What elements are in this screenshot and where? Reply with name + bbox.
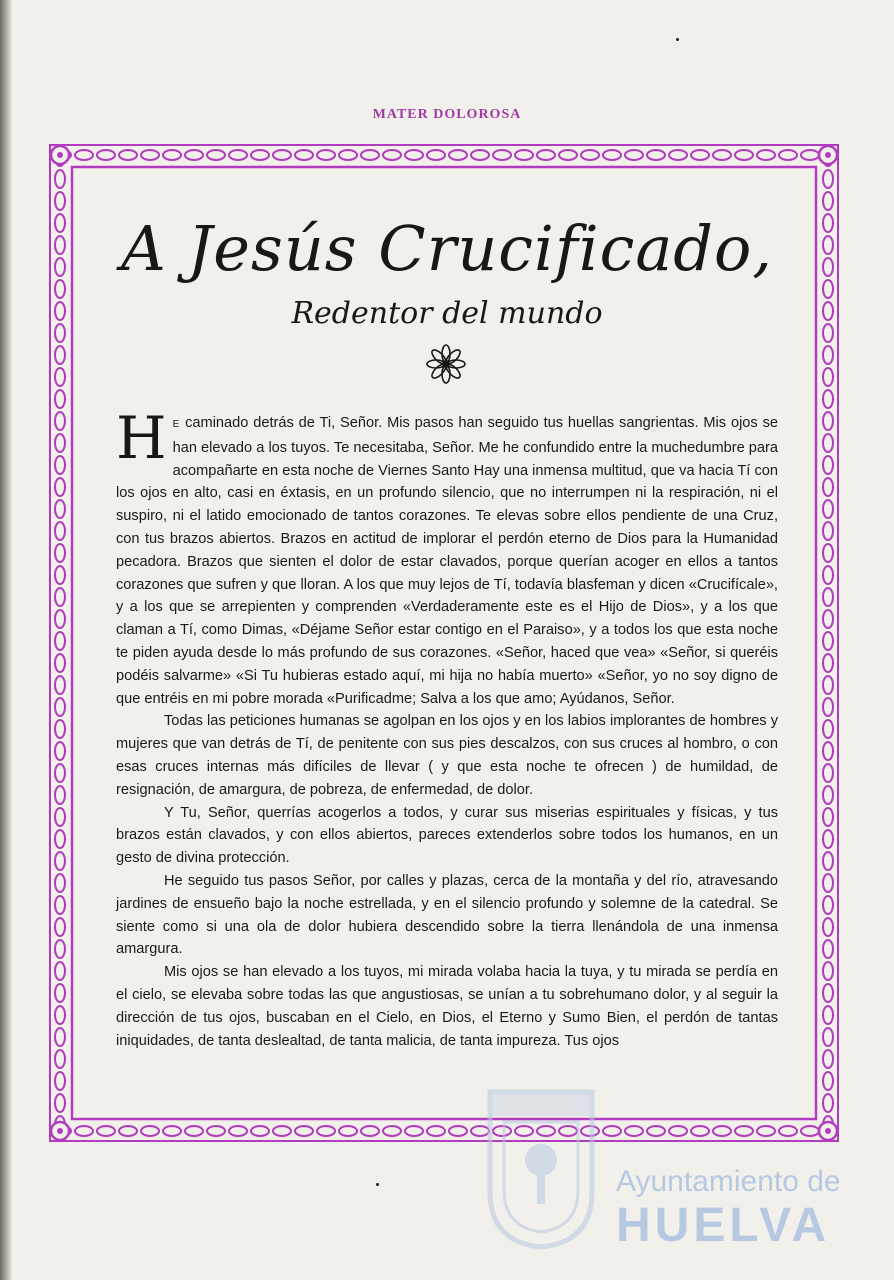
paragraph-1 [116, 404, 778, 710]
border-link [295, 150, 313, 160]
border-link [449, 150, 467, 160]
border-link [823, 720, 833, 738]
border-link [383, 150, 401, 160]
border-link [823, 434, 833, 452]
border-link [339, 150, 357, 160]
border-link [735, 150, 753, 160]
border-link [229, 150, 247, 160]
border-link [55, 698, 65, 716]
border-link [669, 150, 687, 160]
border-link [405, 150, 423, 160]
border-link [823, 544, 833, 562]
border-link [55, 192, 65, 210]
border-link [823, 346, 833, 364]
border-link [55, 676, 65, 694]
border-link [55, 544, 65, 562]
border-link [823, 1006, 833, 1024]
paragraph-2: Todas las peticiones humanas se agolpan en los ojos y en los labios implorantes de hombres y mujeres que van detrás de Tí, de penitente con sus pies descalzos, con sus cruces al hombro, o con esas cruces internas más difíciles de llevar ( y que esta noche te ofrecen ) de humildad, de resignación, de amargura, de pobreza, de enfermedad, de dolor. [116, 713, 778, 798]
border-link [207, 150, 225, 160]
border-link [823, 830, 833, 848]
border-link [427, 150, 445, 160]
border-link [713, 1126, 731, 1136]
border-link [55, 852, 65, 870]
border-link [55, 1072, 65, 1090]
border-link [185, 150, 203, 160]
border-link [55, 434, 65, 452]
border-link [55, 610, 65, 628]
border-link [581, 150, 599, 160]
border-link [779, 1126, 797, 1136]
border-link [823, 610, 833, 628]
border-link [55, 170, 65, 188]
border-link [823, 852, 833, 870]
border-link [691, 150, 709, 160]
border-link [55, 456, 65, 474]
border-link [669, 1126, 687, 1136]
border-link [55, 918, 65, 936]
border-link [339, 1126, 357, 1136]
first-word-rest: E [172, 419, 181, 430]
paragraph-3: Y Tu, Señor, querrías acogerlos a todos, y curar sus miserias espirituales y físicas, y tus brazos están clavados, y con ellos abiertos, pareces extenderlos sobre todos los humanos, en un gesto de divina protección. [116, 804, 778, 867]
paragraph-5: Mis ojos se han elevado a los tuyos, mi mirada volaba hacia la tuya, y tu mirada se perdía en el cielo, se elevaba sobre todas las que angustiosas, se unían a tu sobrehumano dolor, y al seguir la dirección de tus ojos, buscaban en el Cielo, en Dios, el Eterno y Sumo Bien, el perdón de tantas iniquidades, de tanta deslealtad, de tanta malicia, de tanta impureza. Tus ojos [116, 964, 778, 1049]
watermark-line-2: HUELVA [616, 1199, 831, 1252]
border-link [55, 368, 65, 386]
border-link [801, 1126, 819, 1136]
article-title: A Jesús Crucificado, [120, 212, 774, 285]
city-seal-watermark [482, 1082, 600, 1252]
border-link [823, 522, 833, 540]
border-link [823, 588, 833, 606]
border-link [823, 698, 833, 716]
border-link [251, 150, 269, 160]
drop-cap: H [116, 404, 167, 472]
border-link [515, 150, 533, 160]
border-link [185, 1126, 203, 1136]
border-link [55, 1094, 65, 1112]
border-link [273, 1126, 291, 1136]
border-link [119, 1126, 137, 1136]
border-link [55, 720, 65, 738]
border-link [823, 566, 833, 584]
border-link [823, 896, 833, 914]
border-link [823, 1050, 833, 1068]
book-spine-shadow [0, 0, 12, 1280]
border-link [317, 150, 335, 160]
running-header: MATER DOLOROSA [372, 107, 522, 122]
border-link [823, 412, 833, 430]
border-link [97, 150, 115, 160]
border-link [823, 1094, 833, 1112]
border-link [823, 390, 833, 408]
border-link [97, 1126, 115, 1136]
border-link [361, 150, 379, 160]
paragraph-4: He seguido tus pasos Señor, por calles y plazas, cerca de la montaña y del río, atravesando jardines de ensueño bajo la noche estrellada, y en el silencio profundo y solemne de la catedral. Se siente como si una ola de dolor hubiera descendido sobre la tierra llenándola de una inmensa amargura. [116, 872, 778, 958]
border-link [361, 1126, 379, 1136]
border-link [55, 588, 65, 606]
border-link [317, 1126, 335, 1136]
border-link [471, 150, 489, 160]
border-link [207, 1126, 225, 1136]
border-link [823, 984, 833, 1002]
border-link [273, 150, 291, 160]
border-link [823, 192, 833, 210]
watermark-line-1: Ayuntamiento de [616, 1165, 841, 1198]
article-subtitle: Redentor del mundo [291, 296, 603, 331]
border-link [57, 152, 63, 158]
border-link [55, 764, 65, 782]
border-link [559, 150, 577, 160]
border-link [141, 1126, 159, 1136]
border-link [823, 918, 833, 936]
border-link [55, 1050, 65, 1068]
border-link [823, 654, 833, 672]
paragraph-1-text: caminado detrás de Ti, Señor. Mis pasos han seguido tus huellas sangrientas. Mis ojos se han elevado a los tuyos. Te necesitaba, Señor. Me he confundido entre la muchedumbre para acompañarte en esta noche de Viernes Santo Hay una inmensa multitud, que va hacia Tí con los ojos en alto, casi en éxtasis, en un profundo silencio, que no interrumpen ni la respiración, ni el suspiro, ni el latido emocionado de tantos corazones. Te elevas sobre ellos pendiente de una Cruz, con tus brazos abiertos. Brazos en actitud de implorar el perdón eterno de Dios para la Humanidad pecadora. Brazos que sienten el dolor de estar clavados, porque querían acoger en ellos a tantos corazones que sufren y que lloran. A los que muy lejos de Tí, todavía blasfeman y dicen «Crucifícale», y a los que se arrepienten y comprenden «Verdaderamente este es el Hijo de Dios», y a los que claman a Tí, como Dimas, «Déjame Señor estar contigo en el Paraiso», y a todos los que esta noche te piden ayuda desde lo más profundo de sus corazones. «Señor, haced que vea» «Señor, si queréis podéis salvarme» «Si Tu hubieras estado aquí, mi hija no había muerto» «Señor, yo no soy digno de que entréis en mi pobre morada «Purificadme; Salva a los que amo; Ayúdanos, Señor. [116, 415, 778, 707]
border-link [779, 150, 797, 160]
paper-speck [676, 38, 679, 41]
border-link [163, 1126, 181, 1136]
border-link [55, 566, 65, 584]
border-link [55, 478, 65, 496]
border-link [383, 1126, 401, 1136]
border-link [55, 522, 65, 540]
border-link [493, 150, 511, 160]
border-link [55, 412, 65, 430]
paper-speck [376, 1183, 379, 1186]
border-link [55, 830, 65, 848]
border-link [603, 150, 621, 160]
border-link [55, 390, 65, 408]
border-link [295, 1126, 313, 1136]
border-link [823, 874, 833, 892]
border-link [55, 500, 65, 518]
border-link [713, 150, 731, 160]
border-link [735, 1126, 753, 1136]
border-link [823, 676, 833, 694]
border-link [625, 150, 643, 160]
border-link [625, 1126, 643, 1136]
border-link [55, 984, 65, 1002]
border-link [757, 150, 775, 160]
border-link [823, 940, 833, 958]
border-link [119, 150, 137, 160]
border-link [449, 1126, 467, 1136]
border-link [229, 1126, 247, 1136]
border-link [823, 170, 833, 188]
border-link [691, 1126, 709, 1136]
border-link [55, 962, 65, 980]
border-link [75, 150, 93, 160]
border-link [825, 152, 831, 158]
border-link [251, 1126, 269, 1136]
border-link [55, 896, 65, 914]
border-link [141, 150, 159, 160]
border-link [55, 940, 65, 958]
border-link [647, 1126, 665, 1136]
border-link [823, 456, 833, 474]
border-link [57, 1128, 63, 1134]
border-link [603, 1126, 621, 1136]
border-link [801, 150, 819, 160]
border-link [427, 1126, 445, 1136]
border-link [55, 346, 65, 364]
border-link [825, 1128, 831, 1134]
border-link [405, 1126, 423, 1136]
article-body [116, 404, 778, 1052]
flower-ornament-icon [426, 344, 466, 384]
border-link [647, 150, 665, 160]
border-link [163, 150, 181, 160]
border-link [823, 478, 833, 496]
border-link [823, 962, 833, 980]
border-link [823, 1072, 833, 1090]
border-link [757, 1126, 775, 1136]
border-link [55, 1006, 65, 1024]
border-link [823, 1028, 833, 1046]
border-link [55, 654, 65, 672]
border-link [823, 742, 833, 760]
border-link [55, 742, 65, 760]
border-link [75, 1126, 93, 1136]
border-link [55, 786, 65, 804]
border-link [537, 150, 555, 160]
border-link [823, 500, 833, 518]
border-link [55, 874, 65, 892]
border-link [55, 1028, 65, 1046]
border-link [823, 368, 833, 386]
border-link [55, 632, 65, 650]
border-link [55, 808, 65, 826]
border-link [823, 632, 833, 650]
border-link [823, 764, 833, 782]
border-link [823, 808, 833, 826]
border-link [823, 786, 833, 804]
